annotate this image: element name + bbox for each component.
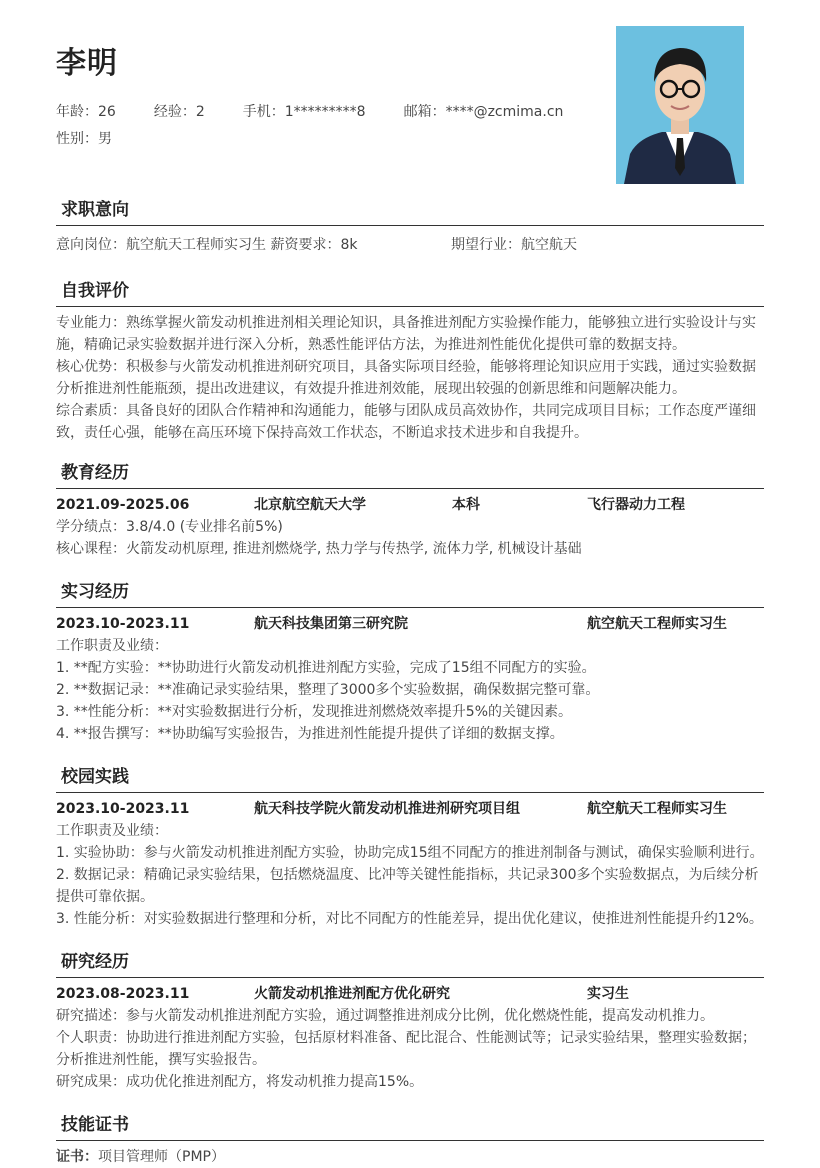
list-item: 2. 数据记录：精确记录实验结果，包括燃烧温度、比冲等关键性能指标，共记录300多个实验数据点，为后续分析提供可靠依据。 <box>56 867 759 905</box>
campus-practice-section <box>56 766 764 930</box>
profile-photo <box>616 26 744 184</box>
campus-role: 航空航天工程师实习生 <box>587 801 727 817</box>
campus-intro: 工作职责及业绩： <box>56 823 168 839</box>
list-item: 1. 实验协助：参与火箭发动机推进剂配方实验，协助完成15组不同配方的推进剂制备与测试，确保实验顺利进行。 <box>56 845 764 861</box>
certificate-label: 证书： <box>56 1149 98 1165</box>
list-item: 1. **配方实验：**协助进行火箭发动机推进剂配方实验，完成了15组不同配方的实验。 <box>56 660 596 676</box>
campus-org: 航天科技学院火箭发动机推进剂研究项目组 <box>254 801 520 817</box>
self-evaluation-section <box>56 280 764 444</box>
section-title: 教育经历 <box>56 462 764 489</box>
intent-position-salary: 意向岗位：航空航天工程师实习生 薪资要求：8k <box>56 237 358 253</box>
section-title: 自我评价 <box>56 280 764 307</box>
education-header-row <box>56 494 764 516</box>
certificate-row <box>56 1146 764 1168</box>
phone-info: 手机：1*********8 <box>242 104 366 120</box>
research-topic: 火箭发动机推进剂配方优化研究 <box>254 986 450 1002</box>
education-courses: 核心课程：火箭发动机原理, 推进剂燃烧学, 热力学与传热学, 流体力学, 机械设计基础 <box>56 541 582 557</box>
research-header-row <box>56 983 764 1005</box>
basic-info-row-2 <box>56 128 150 148</box>
list-item: 2. **数据记录：**准确记录实验结果，整理了3000多个实验数据，确保数据完整可靠。 <box>56 682 600 698</box>
education-school: 北京航空航天大学 <box>254 497 366 513</box>
section-title: 求职意向 <box>56 199 764 226</box>
research-section <box>56 951 764 1093</box>
section-title: 实习经历 <box>56 581 764 608</box>
section-title: 技能证书 <box>56 1114 764 1141</box>
education-gpa: 学分绩点：3.8/4.0 (专业排名前5%) <box>56 519 283 535</box>
research-result: 研究成果：成功优化推进剂配方，将发动机推力提高15%。 <box>56 1074 424 1090</box>
campus-period: 2023.10-2023.11 <box>56 801 190 817</box>
self-eval-paragraph: 核心优势：积极参与火箭发动机推进剂研究项目，具备实际项目经验，能够将理论知识应用于实践，通过实验数据分析推进剂性能瓶颈，提出改进建议，有效提升推进剂效能，展现出较强的创新思维和问题解决能力。 <box>56 359 756 397</box>
list-item: 3. **性能分析：**对实验数据进行分析，发现推进剂燃烧效率提升5%的关键因素。 <box>56 704 573 720</box>
research-period: 2023.08-2023.11 <box>56 986 190 1002</box>
age-info: 年龄：26 <box>56 104 116 120</box>
candidate-name: 李明 <box>56 46 118 81</box>
intent-row <box>56 234 764 256</box>
email-info: 邮箱：****@zcmima.cn <box>403 104 564 120</box>
internship-section <box>56 581 764 745</box>
section-title: 研究经历 <box>56 951 764 978</box>
campus-header-row <box>56 798 764 820</box>
list-item: 3. 性能分析：对实验数据进行整理和分析，对比不同配方的性能差异，提出优化建议，使推进剂性能提升约12%。 <box>56 911 763 927</box>
internship-role: 航空航天工程师实习生 <box>587 616 727 632</box>
research-role: 实习生 <box>587 986 629 1002</box>
intent-industry: 期望行业：航空航天 <box>451 237 577 253</box>
certificate-value: 项目管理师（PMP） <box>98 1149 225 1165</box>
internship-period: 2023.10-2023.11 <box>56 616 190 632</box>
self-eval-paragraph: 专业能力：熟练掌握火箭发动机推进剂相关理论知识，具备推进剂配方实验操作能力，能够独立进行实验设计与实施，精确记录实验数据并进行深入分析，熟悉性能评估方法，为推进剂性能优化提供可靠的数据支持。 <box>56 315 756 353</box>
gender-info: 性别：男 <box>56 131 112 147</box>
internship-org: 航天科技集团第三研究院 <box>254 616 408 632</box>
self-eval-paragraph: 综合素质：具备良好的团队合作精神和沟通能力，能够与团队成员高效协作，共同完成项目目标；工作态度严谨细致，责任心强，能够在高压环境下保持高效工作状态，不断追求技术进步和自我提升。 <box>56 403 756 441</box>
portrait-image <box>616 26 744 184</box>
basic-info-row-1 <box>56 101 601 121</box>
research-description: 研究描述：参与火箭发动机推进剂配方实验，通过调整推进剂成分比例，优化燃烧性能，提高发动机推力。 <box>56 1008 714 1024</box>
experience-info: 经验：2 <box>153 104 205 120</box>
research-duty: 个人职责：协助进行推进剂配方实验，包括原材料准备、配比混合、性能测试等；记录实验结果，整理实验数据；分析推进剂性能，撰写实验报告。 <box>56 1030 756 1068</box>
section-title: 校园实践 <box>56 766 764 793</box>
education-major: 飞行器动力工程 <box>587 497 685 513</box>
education-section <box>56 462 764 560</box>
education-degree: 本科 <box>452 497 480 513</box>
internship-intro: 工作职责及业绩： <box>56 638 168 654</box>
list-item: 4. **报告撰写：**协助编写实验报告，为推进剂性能提升提供了详细的数据支撑。 <box>56 726 564 742</box>
job-intent-section <box>56 199 764 256</box>
education-period: 2021.09-2025.06 <box>56 497 190 513</box>
internship-header-row <box>56 613 764 635</box>
